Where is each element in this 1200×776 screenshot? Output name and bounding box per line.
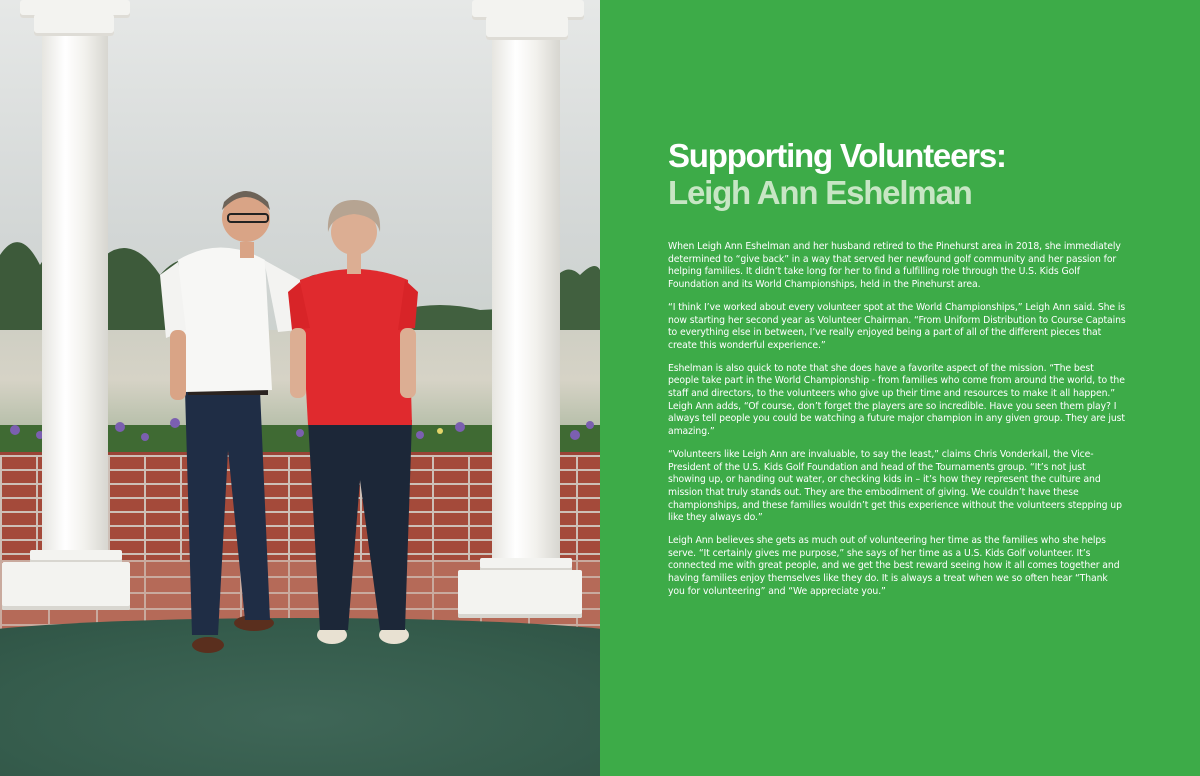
paragraph-3: Eshelman is also quick to note that she does have a favorite aspect of the mission. “The best people take part in the World Championship - from families who come from around the world, to the staff and directors, to the volunteers who give up their time and resources to make it all happen.” Leigh Ann adds, “Of course, don’t forget the players are so incredible. Have you seen them play? I always tell people you could be watching a future major champion in any given group. They are just amazing.” (668, 362, 1125, 438)
photo-man (160, 191, 300, 653)
article-panel (600, 0, 1200, 776)
paragraph-5: Leigh Ann believes she gets as much out of volunteering her time as the families who she helps serve. “It certainly gives me purpose,” she says of her time as a U.S. Kids Golf volunteer. It’s connected me with great people, and we get the best reward seeing how it all comes together and having families enjoy themselves like they do. It is always a treat when we so often hear “Thank you for volunteering” and “We appreciate you.” (668, 535, 1120, 597)
paragraph-1: When Leigh Ann Eshelman and her husband retired to the Pinehurst area in 2018, she immediately determined to “give back” in a way that served her newfound golf community and her passion for helping families. It didn’t take long for her to find a fulfilling role through the U.S. Kids Golf Foundation and its World Championships, held in the Pinehurst area. (668, 241, 1121, 291)
heading-title: Supporting Volunteers: (668, 137, 1006, 174)
photo-couple (150, 180, 430, 670)
heading-name: Leigh Ann Eshelman (668, 174, 972, 211)
paragraph-4: “Volunteers like Leigh Ann are invaluable, to say the least,” claims Chris Vonderkall, the Vice-President of the U.S. Kids Golf Foundation and head of the Tournaments group. “It’s not just showing up, or handing out water, or checking kids in – it’s how they represent the culture and mission that truly stands out. They are the embodiment of giving. We couldn’t have these championships, and these families wouldn’t get this experience without the volunteers stepping up like they always do.” (668, 448, 1122, 524)
paragraph-2: “I think I’ve worked about every volunteer spot at the World Championships,” Leigh Ann said. She is now starting her second year as Volunteer Chairman. “From Uniform Distribution to Course Captains to everything else in between, I’ve really enjoyed being a part of all of the different pieces that create this wonderful experience.” (668, 301, 1126, 351)
article-body (668, 241, 1126, 609)
photo-woman (288, 200, 418, 644)
article-heading (668, 137, 1148, 211)
